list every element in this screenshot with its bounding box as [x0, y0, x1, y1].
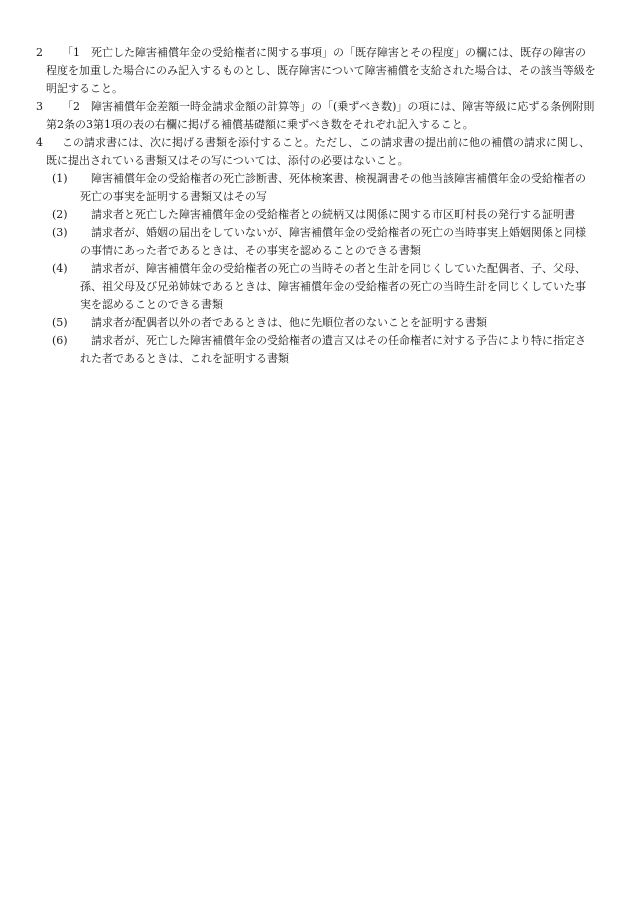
item-text: 請求者と死亡した障害補償年金の受給権者との続柄又は関係に関する市区町村長の発行する証明書 [91, 208, 575, 221]
item-text: 請求者が、死亡した障害補償年金の受給権者の遺言又はその任命権者に対する予告により特に指定された者であるときは、これを証明する書類 [80, 334, 586, 365]
note-number: 4 [36, 136, 43, 149]
note-text: この請求書には、次に掲げる書類を添付すること。ただし、この請求書の提出前に他の補償の請求に関し、既に提出されている書類又はその写については、添付の必要はないこと。 [46, 136, 590, 167]
note-2 [36, 44, 596, 98]
item-number: (4) [52, 262, 68, 275]
item-text: 請求者が配偶者以外の者であるときは、他に先順位者のないことを証明する書類 [91, 316, 487, 329]
note-3 [36, 98, 596, 134]
attachment-item-2 [36, 206, 596, 224]
attachment-item-6 [36, 332, 596, 368]
note-text: 「1 死亡した障害補償年金の受給権者に関する事項」の「既存障害とその程度」の欄には、既存の障害の程度を加重した場合にのみ記入するものとし、既存障害について障害補償を支給された場合は、その該当等級を明記すること。 [46, 46, 596, 95]
attachment-item-1 [36, 170, 596, 206]
item-number: (5) [52, 316, 68, 329]
note-text: 「2 障害補償年金差額一時金請求金額の計算等」の「(乗ずべき数)」の項には、障害等級に応ずる条例附則第2条の3第1項の表の右欄に掲げる補償基礎額に乗ずべき数をそれぞれ記入すること。 [46, 100, 595, 131]
attachment-item-4 [36, 260, 596, 314]
document-body [36, 44, 596, 368]
item-number: (1) [52, 172, 68, 185]
item-text: 請求者が、婚姻の届出をしていないが、障害補償年金の受給権者の死亡の当時事実上婚姻関係と同様の事情にあった者であるときは、その事実を認めることのできる書類 [80, 226, 586, 257]
note-number: 2 [36, 46, 43, 59]
note-number: 3 [36, 100, 43, 113]
note-4 [36, 134, 596, 170]
item-number: (2) [52, 208, 68, 221]
item-number: (6) [52, 334, 68, 347]
attachment-item-3 [36, 224, 596, 260]
item-text: 請求者が、障害補償年金の受給権者の死亡の当時その者と生計を同じくしていた配偶者、子、父母、孫、祖父母及び兄弟姉妹であるときは、障害補償年金の受給権者の死亡の当時生計を同じくしていた事実を認めることのできる書類 [80, 262, 586, 311]
item-text: 障害補償年金の受給権者の死亡診断書、死体検案書、検視調書その他当該障害補償年金の受給権者の死亡の事実を証明する書類又はその写 [80, 172, 586, 203]
item-number: (3) [52, 226, 68, 239]
attachment-item-5 [36, 314, 596, 332]
